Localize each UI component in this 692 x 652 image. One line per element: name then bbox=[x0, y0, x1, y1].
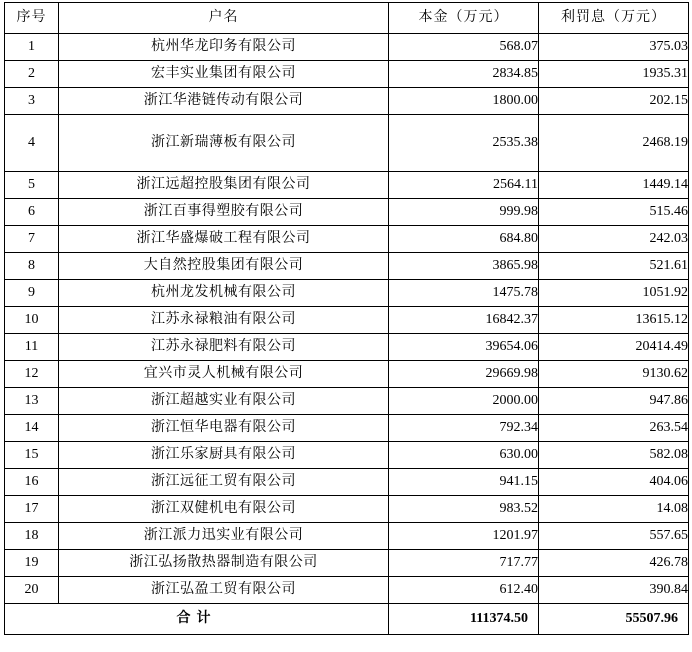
cell-company-name: 浙江乐家厨具有限公司 bbox=[59, 442, 389, 469]
cell-company-name: 浙江恒华电器有限公司 bbox=[59, 415, 389, 442]
cell-interest: 557.65 bbox=[539, 523, 689, 550]
cell-index: 8 bbox=[5, 253, 59, 280]
table-row bbox=[5, 280, 689, 307]
cell-index: 11 bbox=[5, 334, 59, 361]
cell-company-name: 宏丰实业集团有限公司 bbox=[59, 61, 389, 88]
cell-index: 14 bbox=[5, 415, 59, 442]
table-row bbox=[5, 253, 689, 280]
total-principal: 111374.50 bbox=[389, 604, 539, 635]
cell-principal: 2564.11 bbox=[389, 172, 539, 199]
cell-company-name: 浙江派力迅实业有限公司 bbox=[59, 523, 389, 550]
cell-index: 4 bbox=[5, 115, 59, 172]
table-row bbox=[5, 550, 689, 577]
cell-company-name: 浙江华港链传动有限公司 bbox=[59, 88, 389, 115]
table-row bbox=[5, 172, 689, 199]
table-row bbox=[5, 523, 689, 550]
cell-company-name: 杭州龙发机械有限公司 bbox=[59, 280, 389, 307]
table-row bbox=[5, 388, 689, 415]
cell-principal: 684.80 bbox=[389, 226, 539, 253]
cell-principal: 717.77 bbox=[389, 550, 539, 577]
table-row bbox=[5, 307, 689, 334]
cell-principal: 2000.00 bbox=[389, 388, 539, 415]
table-header bbox=[5, 3, 689, 34]
cell-company-name: 大自然控股集团有限公司 bbox=[59, 253, 389, 280]
table-row bbox=[5, 577, 689, 604]
cell-interest: 947.86 bbox=[539, 388, 689, 415]
cell-interest: 582.08 bbox=[539, 442, 689, 469]
cell-interest: 521.61 bbox=[539, 253, 689, 280]
cell-principal: 568.07 bbox=[389, 34, 539, 61]
cell-index: 2 bbox=[5, 61, 59, 88]
cell-principal: 39654.06 bbox=[389, 334, 539, 361]
cell-principal: 1800.00 bbox=[389, 88, 539, 115]
cell-company-name: 浙江超越实业有限公司 bbox=[59, 388, 389, 415]
cell-index: 17 bbox=[5, 496, 59, 523]
table-row bbox=[5, 88, 689, 115]
cell-principal: 983.52 bbox=[389, 496, 539, 523]
table-row bbox=[5, 334, 689, 361]
column-header-interest: 利罚息（万元） bbox=[539, 3, 689, 34]
cell-interest: 9130.62 bbox=[539, 361, 689, 388]
cell-index: 16 bbox=[5, 469, 59, 496]
table-row bbox=[5, 34, 689, 61]
table-row bbox=[5, 199, 689, 226]
cell-principal: 2535.38 bbox=[389, 115, 539, 172]
cell-principal: 941.15 bbox=[389, 469, 539, 496]
table-body bbox=[5, 34, 689, 604]
cell-principal: 29669.98 bbox=[389, 361, 539, 388]
column-header-principal: 本金（万元） bbox=[389, 3, 539, 34]
cell-interest: 515.46 bbox=[539, 199, 689, 226]
total-row bbox=[5, 604, 689, 635]
cell-company-name: 浙江远超控股集团有限公司 bbox=[59, 172, 389, 199]
cell-index: 10 bbox=[5, 307, 59, 334]
cell-interest: 1935.31 bbox=[539, 61, 689, 88]
loan-summary-table bbox=[4, 2, 689, 635]
cell-company-name: 浙江弘扬散热器制造有限公司 bbox=[59, 550, 389, 577]
table-row bbox=[5, 115, 689, 172]
column-header-index: 序号 bbox=[5, 3, 59, 34]
cell-interest: 20414.49 bbox=[539, 334, 689, 361]
cell-principal: 2834.85 bbox=[389, 61, 539, 88]
cell-company-name: 杭州华龙印务有限公司 bbox=[59, 34, 389, 61]
cell-interest: 1449.14 bbox=[539, 172, 689, 199]
cell-index: 6 bbox=[5, 199, 59, 226]
cell-index: 5 bbox=[5, 172, 59, 199]
cell-index: 1 bbox=[5, 34, 59, 61]
cell-interest: 263.54 bbox=[539, 415, 689, 442]
cell-company-name: 浙江双健机电有限公司 bbox=[59, 496, 389, 523]
cell-company-name: 宜兴市灵人机械有限公司 bbox=[59, 361, 389, 388]
cell-company-name: 浙江百事得塑胶有限公司 bbox=[59, 199, 389, 226]
total-interest: 55507.96 bbox=[539, 604, 689, 635]
cell-principal: 16842.37 bbox=[389, 307, 539, 334]
cell-company-name: 浙江弘盈工贸有限公司 bbox=[59, 577, 389, 604]
table-row bbox=[5, 415, 689, 442]
table-header-row bbox=[5, 3, 689, 34]
cell-index: 9 bbox=[5, 280, 59, 307]
cell-company-name: 浙江华盛爆破工程有限公司 bbox=[59, 226, 389, 253]
cell-interest: 390.84 bbox=[539, 577, 689, 604]
table-row bbox=[5, 442, 689, 469]
cell-interest: 13615.12 bbox=[539, 307, 689, 334]
cell-interest: 375.03 bbox=[539, 34, 689, 61]
cell-principal: 612.40 bbox=[389, 577, 539, 604]
cell-index: 7 bbox=[5, 226, 59, 253]
cell-company-name: 浙江新瑞薄板有限公司 bbox=[59, 115, 389, 172]
table-row bbox=[5, 226, 689, 253]
table-row bbox=[5, 61, 689, 88]
cell-principal: 3865.98 bbox=[389, 253, 539, 280]
cell-principal: 630.00 bbox=[389, 442, 539, 469]
cell-index: 18 bbox=[5, 523, 59, 550]
table-footer bbox=[5, 604, 689, 635]
cell-interest: 242.03 bbox=[539, 226, 689, 253]
cell-principal: 999.98 bbox=[389, 199, 539, 226]
cell-interest: 404.06 bbox=[539, 469, 689, 496]
cell-interest: 2468.19 bbox=[539, 115, 689, 172]
column-header-name: 户名 bbox=[59, 3, 389, 34]
table-row bbox=[5, 469, 689, 496]
cell-interest: 1051.92 bbox=[539, 280, 689, 307]
cell-principal: 1475.78 bbox=[389, 280, 539, 307]
cell-index: 15 bbox=[5, 442, 59, 469]
cell-index: 13 bbox=[5, 388, 59, 415]
cell-principal: 1201.97 bbox=[389, 523, 539, 550]
cell-company-name: 浙江远征工贸有限公司 bbox=[59, 469, 389, 496]
cell-principal: 792.34 bbox=[389, 415, 539, 442]
cell-company-name: 江苏永禄肥料有限公司 bbox=[59, 334, 389, 361]
cell-index: 12 bbox=[5, 361, 59, 388]
cell-interest: 14.08 bbox=[539, 496, 689, 523]
cell-index: 19 bbox=[5, 550, 59, 577]
cell-index: 20 bbox=[5, 577, 59, 604]
table-row bbox=[5, 361, 689, 388]
cell-company-name: 江苏永禄粮油有限公司 bbox=[59, 307, 389, 334]
cell-interest: 202.15 bbox=[539, 88, 689, 115]
cell-index: 3 bbox=[5, 88, 59, 115]
cell-interest: 426.78 bbox=[539, 550, 689, 577]
total-label: 合计 bbox=[5, 604, 389, 635]
table-row bbox=[5, 496, 689, 523]
